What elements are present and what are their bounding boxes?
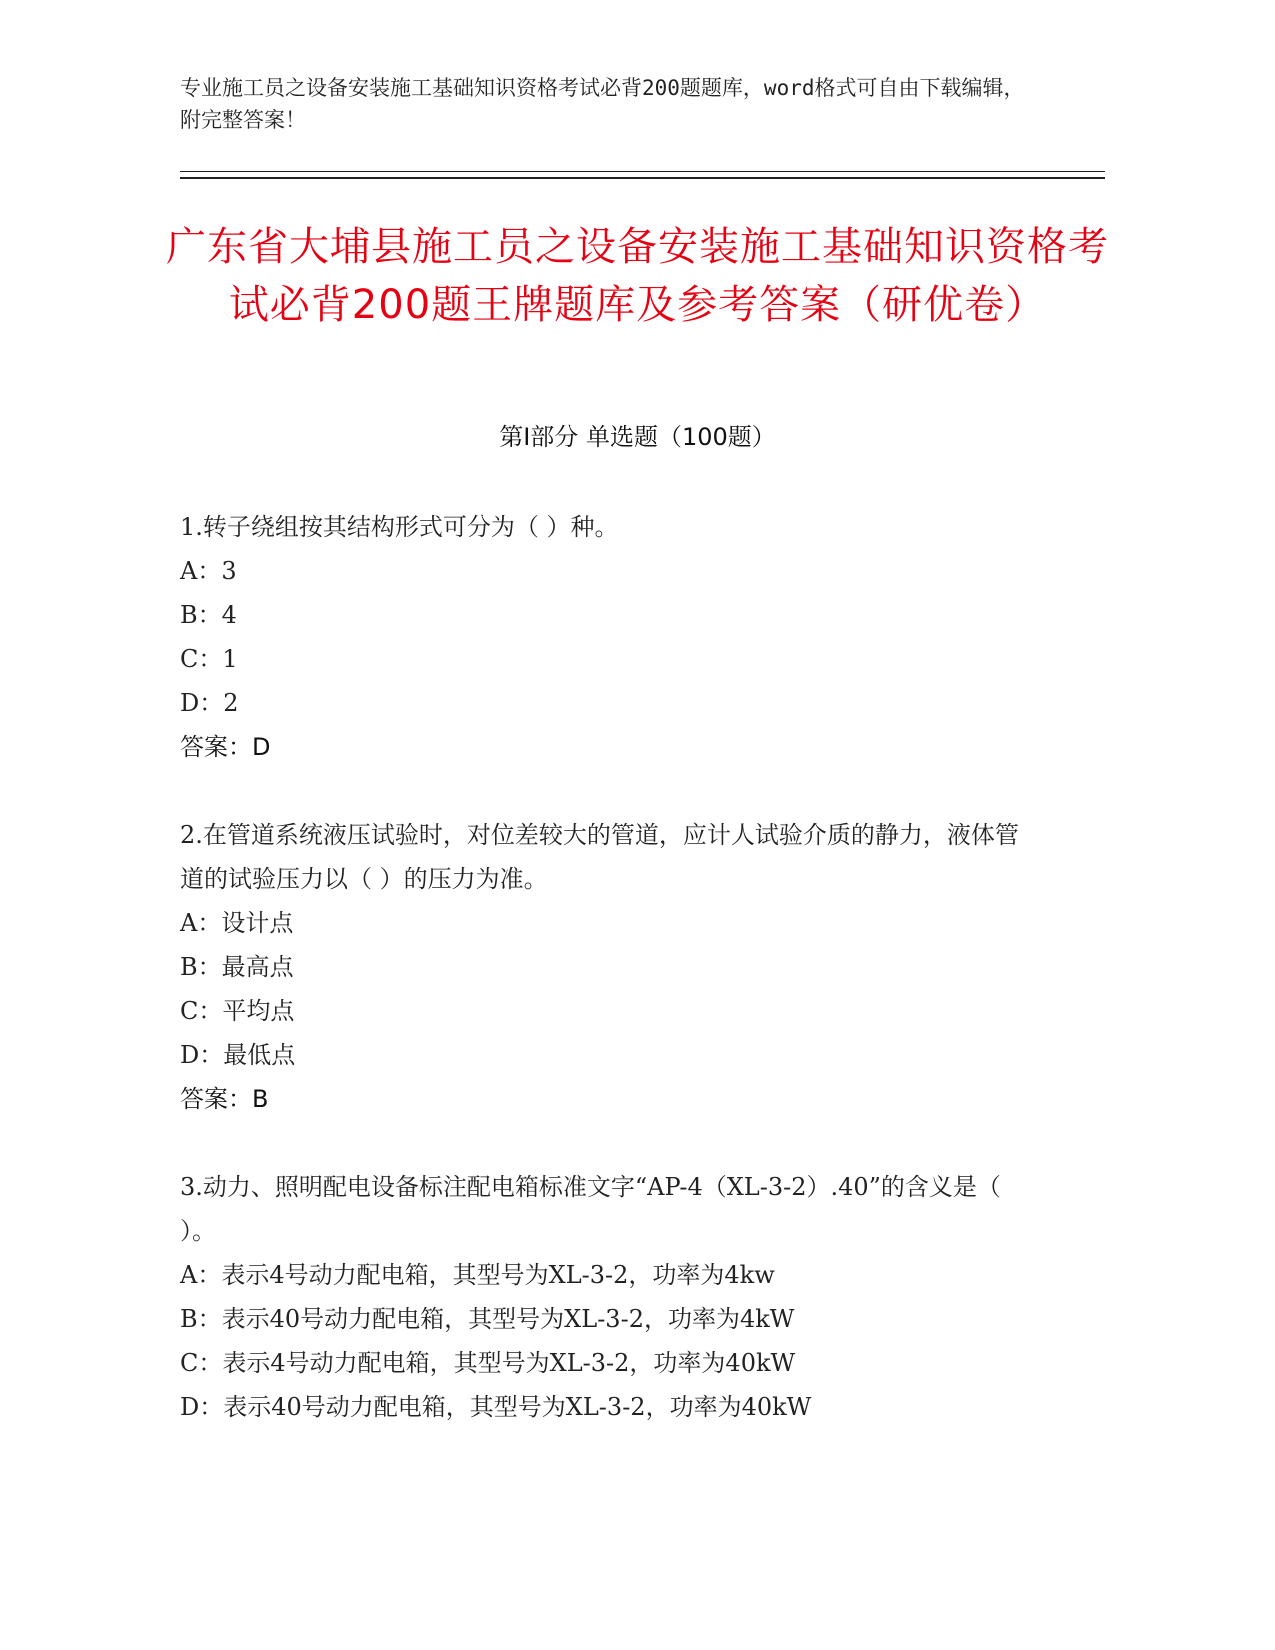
question-text: 1.转子绕组按其结构形式可分为（ ）种。	[180, 513, 619, 541]
question-list	[180, 505, 1040, 1473]
option-key: A：	[180, 909, 222, 937]
option-text: 1	[222, 645, 238, 673]
question-text: 2.在管道系统液压试验时，对位差较大的管道，应计人试验介质的静力，液体管道的试验压力以（ ）的压力为准。	[180, 821, 1019, 893]
option-b	[180, 593, 1040, 637]
option-c	[180, 637, 1040, 681]
option-text: 表示4号动力配电箱，其型号为XL-3-2，功率为40kW	[222, 1349, 796, 1377]
option-b	[180, 945, 1040, 989]
option-text: 4	[221, 601, 237, 629]
option-key: B：	[180, 601, 222, 629]
question-2	[180, 813, 1040, 1121]
option-text: 2	[223, 689, 239, 717]
option-text: 最低点	[223, 1041, 296, 1069]
option-key: D：	[180, 689, 224, 717]
option-text: 最高点	[221, 953, 294, 981]
question-text: 3.动力、照明配电设备标注配电箱标准文字“AP-4（XL-3-2）.40”的含义是（ ）。	[180, 1173, 1001, 1245]
option-a	[180, 549, 1040, 593]
option-text: 表示4号动力配电箱，其型号为XL-3-2，功率为4kw	[221, 1261, 775, 1289]
option-key: C：	[180, 997, 223, 1025]
question-3	[180, 1165, 1040, 1429]
section-title: 第Ⅰ部分 单选题（100题）	[499, 423, 776, 451]
option-key: D：	[180, 1393, 224, 1421]
option-a	[180, 1253, 1040, 1297]
option-key: D：	[180, 1041, 224, 1069]
document-title: 广东省大埔县施工员之设备安装施工基础知识资格考试必背200题王牌题库及参考答案（研优卷）	[166, 224, 1109, 328]
header-divider-thick	[180, 177, 1105, 179]
option-key: A：	[180, 557, 222, 585]
header-divider-thin	[180, 171, 1105, 172]
option-text: 3	[221, 557, 237, 585]
option-c	[180, 1341, 1040, 1385]
header-note: 专业施工员之设备安装施工基础知识资格考试必背200题题库，word格式可自由下载编辑，附完整答案！	[180, 76, 1025, 132]
option-b	[180, 1297, 1040, 1341]
answer-line: 答案：D	[180, 733, 271, 761]
option-d	[180, 681, 1040, 725]
option-key: C：	[180, 1349, 223, 1377]
option-key: C：	[180, 645, 223, 673]
option-key: A：	[180, 1261, 222, 1289]
option-key: B：	[180, 953, 222, 981]
option-key: B：	[180, 1305, 222, 1333]
option-text: 平均点	[222, 997, 295, 1025]
option-text: 表示40号动力配电箱，其型号为XL-3-2，功率为40kW	[223, 1393, 812, 1421]
answer-line: 答案：B	[180, 1085, 269, 1113]
option-c	[180, 989, 1040, 1033]
option-d	[180, 1385, 1040, 1429]
option-text: 设计点	[221, 909, 294, 937]
option-text: 表示40号动力配电箱，其型号为XL-3-2，功率为4kW	[221, 1305, 795, 1333]
option-d	[180, 1033, 1040, 1077]
question-1	[180, 505, 1040, 769]
option-a	[180, 901, 1040, 945]
